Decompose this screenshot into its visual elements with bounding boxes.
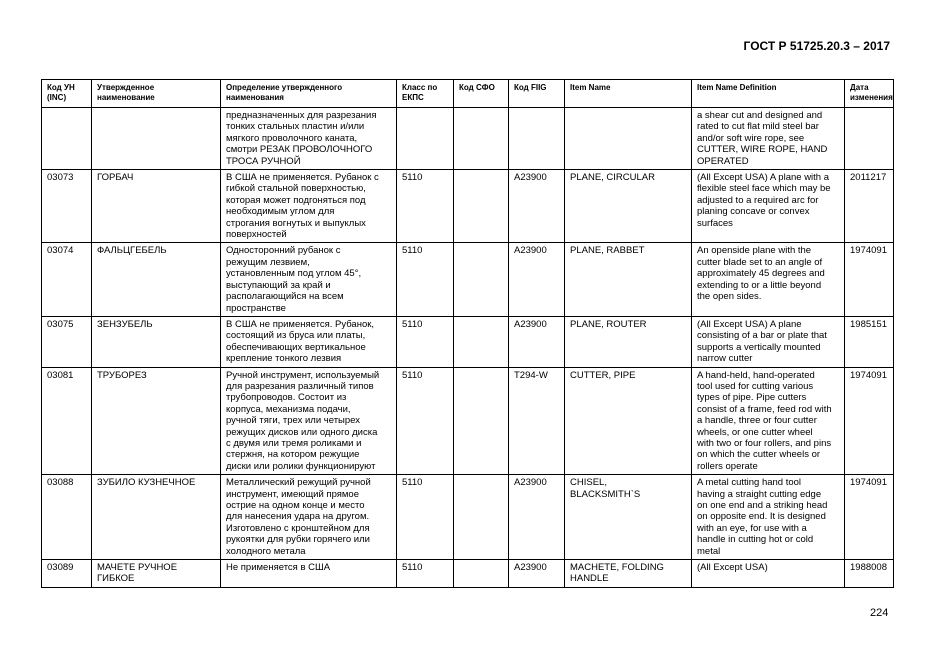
cell-inc: 03075 bbox=[42, 316, 92, 367]
cell-ekps: 5110 bbox=[397, 243, 454, 316]
cell-inc: 03074 bbox=[42, 243, 92, 316]
column-header-definition: Определение утвержденного наименования bbox=[221, 80, 397, 108]
cell-name: ГОРБАЧ bbox=[92, 170, 221, 243]
cell-inc: 03089 bbox=[42, 560, 92, 588]
cell-date: 1988008 bbox=[845, 560, 894, 588]
cell-definition: В США не применяется. Рубанок, состоящий из бруса или платы, обеспечивающих вертикальное крепление тонкого лезвия bbox=[221, 316, 397, 367]
cell-ekps: 5110 bbox=[397, 367, 454, 475]
table-row bbox=[42, 367, 894, 475]
cell-date: 1974091 bbox=[845, 367, 894, 475]
column-header-date: Дата изменения bbox=[845, 80, 894, 108]
column-header-inc: Код УН (INC) bbox=[42, 80, 92, 108]
cell-item-definition: A hand-held, hand-operated tool used for cutting various types of pipe. Pipe cutters consist of a frame, feed rod with a handle, three or four cutter wheels, or one cutter wheel with two or four rollers, and pins on which the cutter wheels or rollers operate bbox=[692, 367, 845, 475]
cell-fiig: A23900 bbox=[509, 560, 565, 588]
cell-name: МАЧЕТЕ РУЧНОЕ ГИБКОЕ bbox=[92, 560, 221, 588]
cell-item-name: PLANE, ROUTER bbox=[565, 316, 692, 367]
document-header: ГОСТ Р 51725.20.3 – 2017 bbox=[743, 39, 890, 53]
cell-definition: В США не применяется. Рубанок с гибкой стальной поверхностью, которая может подгоняться под необходимым углом для строгания вогнутых и выпуклых поверхностей bbox=[221, 170, 397, 243]
cell-fiig: T294-W bbox=[509, 367, 565, 475]
cell-definition: предназначенных для разрезания тонких стальных пластин и/или мягкого проволочного каната, смотри РЕЗАК ПРОВОЛОЧНОГО ТРОСА РУЧНОЙ bbox=[221, 108, 397, 170]
cell-fiig: A23900 bbox=[509, 316, 565, 367]
cell-date: 1974091 bbox=[845, 243, 894, 316]
cell-inc: 03081 bbox=[42, 367, 92, 475]
cell-definition: Металлический режущий ручной инструмент, имеющий прямое острие на одном конце и место для нанесения удара на другом. Изготовлено с кронштейном для рукоятки для рубки горячего или холодного метала bbox=[221, 475, 397, 560]
cell-item-definition: (All Except USA) bbox=[692, 560, 845, 588]
column-header-name: Утвержденное наименование bbox=[92, 80, 221, 108]
cell-item-name: PLANE, RABBET bbox=[565, 243, 692, 316]
cell-sfo bbox=[454, 316, 509, 367]
cell-item-definition: A metal cutting hand tool having a straight cutting edge on one end and a striking head on opposite end. It is designed with an eye, for use with a handle in cutting hot or cold metal bbox=[692, 475, 845, 560]
cell-name: ТРУБОРЕЗ bbox=[92, 367, 221, 475]
cell-sfo bbox=[454, 367, 509, 475]
cell-fiig: A23900 bbox=[509, 170, 565, 243]
cell-date bbox=[845, 108, 894, 170]
cell-sfo bbox=[454, 243, 509, 316]
cell-inc bbox=[42, 108, 92, 170]
cell-sfo bbox=[454, 560, 509, 588]
cell-fiig: A23900 bbox=[509, 243, 565, 316]
cell-item-name: CHISEL, BLACKSMITH`S bbox=[565, 475, 692, 560]
table-row bbox=[42, 475, 894, 560]
cell-item-name: PLANE, CIRCULAR bbox=[565, 170, 692, 243]
table-header-row bbox=[42, 80, 894, 108]
column-header-sfo: Код СФО bbox=[454, 80, 509, 108]
cell-date: 1985151 bbox=[845, 316, 894, 367]
table-row bbox=[42, 108, 894, 170]
cell-sfo bbox=[454, 108, 509, 170]
table-row bbox=[42, 243, 894, 316]
cell-item-definition: (All Except USA) A plane consisting of a bar or plate that supports a vertically mounted narrow cutter bbox=[692, 316, 845, 367]
cell-name: ЗЕНЗУБЕЛЬ bbox=[92, 316, 221, 367]
cell-ekps: 5110 bbox=[397, 475, 454, 560]
column-header-item-definition: Item Name Definition bbox=[692, 80, 845, 108]
table-row bbox=[42, 316, 894, 367]
cell-item-definition: (All Except USA) A plane with a flexible steel face which may be adjusted to a required arc for planing concave or convex surfaces bbox=[692, 170, 845, 243]
cell-ekps: 5110 bbox=[397, 560, 454, 588]
cell-ekps: 5110 bbox=[397, 170, 454, 243]
page-number: 224 bbox=[870, 607, 889, 619]
cell-item-name bbox=[565, 108, 692, 170]
cell-name: ЗУБИЛО КУЗНЕЧНОЕ bbox=[92, 475, 221, 560]
cell-item-definition: a shear cut and designed and rated to cut flat mild steel bar and/or soft wire rope, see CUTTER, WIRE ROPE, HAND OPERATED bbox=[692, 108, 845, 170]
cell-definition: Не применяется в США bbox=[221, 560, 397, 588]
column-header-ekps: Класс по ЕКПС bbox=[397, 80, 454, 108]
cell-date: 2011217 bbox=[845, 170, 894, 243]
cell-item-name: CUTTER, PIPE bbox=[565, 367, 692, 475]
cell-date: 1974091 bbox=[845, 475, 894, 560]
cell-inc: 03073 bbox=[42, 170, 92, 243]
cell-item-definition: An openside plane with the cutter blade set to an angle of approximately 45 degrees and extending to or a little beyond the open sides. bbox=[692, 243, 845, 316]
cell-name bbox=[92, 108, 221, 170]
column-header-item-name: Item Name bbox=[565, 80, 692, 108]
cell-fiig: A23900 bbox=[509, 475, 565, 560]
cell-sfo bbox=[454, 170, 509, 243]
table-row bbox=[42, 560, 894, 588]
cell-definition: Ручной инструмент, используемый для разрезания различный типов трубопроводов. Состоит из корпуса, механизма подачи, ручной тяги, трех или четырех режущих дисков или одного диска с двумя или тремя роликами и стержня, на котором режущие диски или ролики функционируют bbox=[221, 367, 397, 475]
cell-sfo bbox=[454, 475, 509, 560]
catalog-table bbox=[41, 79, 894, 588]
cell-item-name: MACHETE, FOLDING HANDLE bbox=[565, 560, 692, 588]
cell-name: ФАЛЬЦГЕБЕЛЬ bbox=[92, 243, 221, 316]
cell-fiig bbox=[509, 108, 565, 170]
table-row bbox=[42, 170, 894, 243]
cell-ekps bbox=[397, 108, 454, 170]
column-header-fiig: Код FIIG bbox=[509, 80, 565, 108]
cell-inc: 03088 bbox=[42, 475, 92, 560]
cell-definition: Односторонний рубанок с режущим лезвием, установленным под углом 45°, выступающий за край и располагающийся на всем пространстве bbox=[221, 243, 397, 316]
cell-ekps: 5110 bbox=[397, 316, 454, 367]
